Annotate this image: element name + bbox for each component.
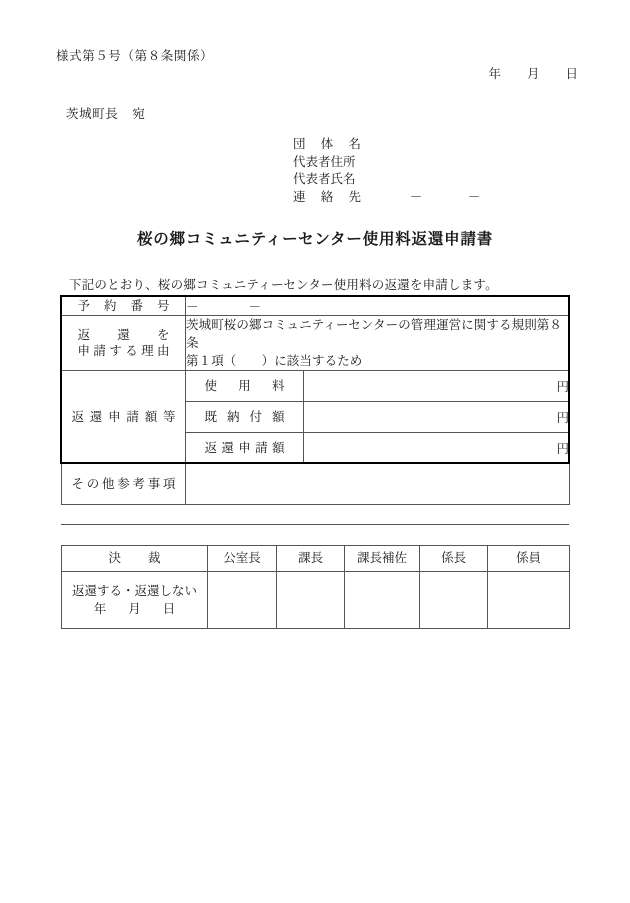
usage-fee-unit: 円: [556, 380, 570, 394]
applicant-group-name-row: [293, 136, 503, 154]
reason-text-line1: 茨城町桜の郷コミュニティーセンターの管理運営に関する規則第８条: [186, 318, 563, 350]
reservation-number-label-cell: [62, 297, 186, 316]
paid-amount-value-cell[interactable]: [304, 402, 570, 433]
reason-label-line2: 申請する理由: [77, 344, 170, 358]
reason-label-line1: 返還を: [77, 328, 170, 342]
approval-header-kacho: 課長: [277, 546, 345, 572]
applicant-block: [293, 136, 503, 206]
approval-body-row: [62, 572, 570, 629]
contact-dash-2: －: [467, 189, 481, 204]
reason-text-cell[interactable]: [186, 316, 570, 371]
paid-amount-label: 既納付額: [204, 410, 285, 424]
approval-decision-month: 月: [128, 602, 141, 616]
table-row-reservation-number: [62, 297, 570, 316]
date-month-label: 月: [526, 67, 540, 81]
refund-amount-value-cell[interactable]: [304, 433, 570, 464]
table-row-reason: [62, 316, 570, 371]
approval-stamp-kachohosa[interactable]: [345, 572, 420, 629]
approval-decision-cell[interactable]: [62, 572, 208, 629]
date-day-label: 日: [565, 67, 578, 81]
approval-header-kakaricho: 係長: [420, 546, 488, 572]
refund-amount-unit: 円: [556, 442, 570, 456]
approval-decision-date: [64, 600, 205, 618]
document-title: 桜の郷コミュニティーセンター使用料返還申請書: [136, 231, 494, 248]
addressee-suffix: 宛: [132, 107, 146, 121]
approval-header-row: [62, 546, 570, 572]
approval-stamp-kacho[interactable]: [277, 572, 345, 629]
usage-fee-value-cell[interactable]: [304, 371, 570, 402]
approval-header-decision: [62, 546, 208, 572]
reservation-number-value: － －: [186, 300, 262, 314]
approval-header-decision-label: 決裁: [108, 551, 161, 565]
amount-group-label-cell: [62, 371, 186, 464]
other-notes-value-cell[interactable]: [186, 464, 570, 505]
usage-fee-label: 使用料: [204, 379, 285, 393]
approval-stamp-koshicho[interactable]: [208, 572, 277, 629]
applicant-rep-name-row: [293, 171, 503, 189]
applicant-rep-address-row: [293, 154, 503, 172]
applicant-contact-row: [293, 189, 503, 207]
approval-table: [61, 545, 570, 629]
usage-fee-label-cell: [186, 371, 304, 402]
reason-label-cell: [62, 316, 186, 371]
amount-group-label: 返還申請額等: [71, 410, 176, 424]
section-divider: [61, 524, 569, 525]
date-year-label: 年: [488, 67, 501, 81]
reservation-number-label: 予約番号: [77, 299, 170, 313]
applicant-rep-address-label: 代表者住所: [293, 154, 356, 169]
contact-dash-1: －: [409, 189, 423, 204]
table-row-other-notes: [62, 464, 570, 505]
other-notes-label-cell: [62, 464, 186, 505]
applicant-contact-label: 連絡先: [293, 189, 361, 204]
table-row-usage-fee: [62, 371, 570, 402]
refund-amount-label-cell: [186, 433, 304, 464]
approval-header-kachohosa: 課長補佐: [345, 546, 420, 572]
application-table: [61, 296, 570, 505]
approval-header-kakariin: 係員: [488, 546, 570, 572]
paid-amount-unit: 円: [556, 411, 570, 425]
lead-sentence: 下記のとおり、桜の郷コミュニティーセンター使用料の返還を申請します。: [69, 278, 498, 292]
reservation-number-value-cell[interactable]: [186, 297, 570, 316]
addressee-name: 茨城町長: [66, 107, 119, 121]
approval-header-koshicho: 公室長: [208, 546, 277, 572]
reason-text-line2: 第１項（ ）に該当するため: [186, 354, 363, 368]
applicant-group-name-label: 団体名: [293, 137, 361, 151]
approval-decision-text: 返還する・返還しない: [71, 584, 197, 598]
approval-decision-day: 日: [162, 602, 176, 616]
form-number: 様式第５号（第８条関係）: [56, 49, 214, 63]
approval-stamp-kakariin[interactable]: [488, 572, 570, 629]
addressee: [66, 104, 146, 122]
approval-decision-year: 年: [93, 602, 107, 616]
date-line: [488, 64, 578, 82]
other-notes-label: その他参考事項: [71, 477, 176, 491]
refund-amount-label: 返還申請額: [204, 441, 285, 455]
applicant-rep-name-label: 代表者氏名: [293, 172, 356, 186]
approval-stamp-kakaricho[interactable]: [420, 572, 488, 629]
paid-amount-label-cell: [186, 402, 304, 433]
